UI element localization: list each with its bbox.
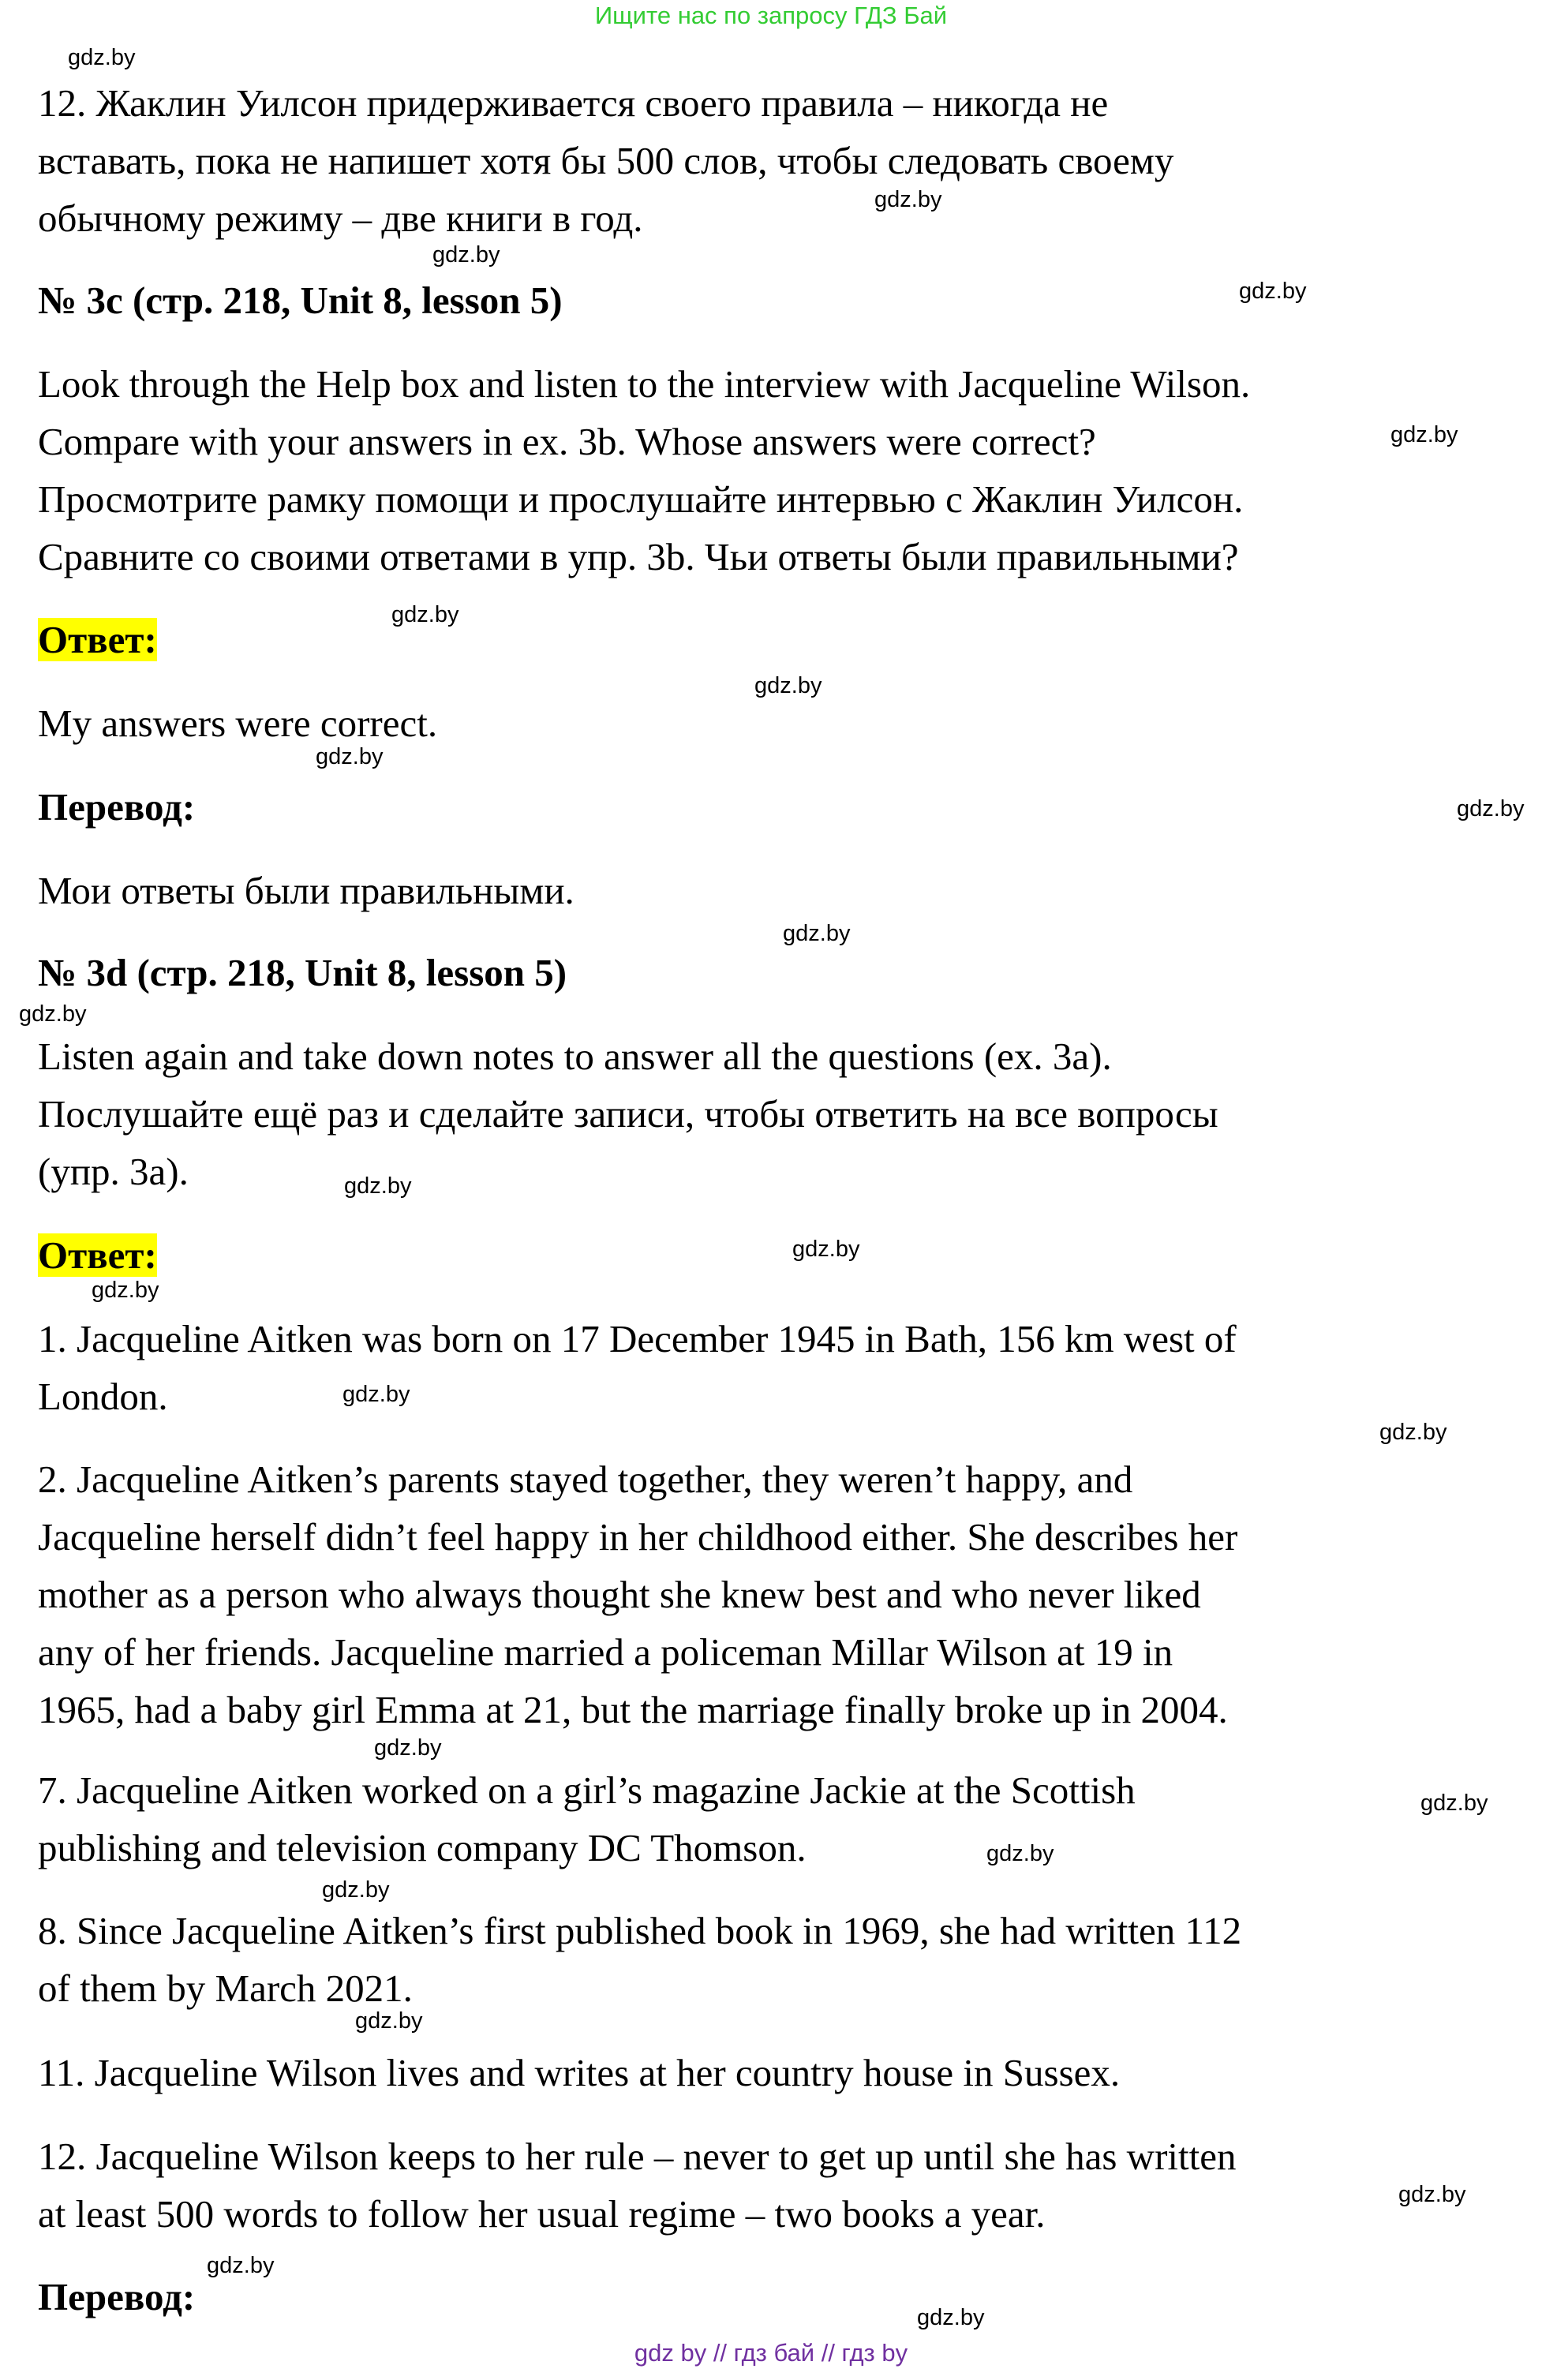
watermark: gdz.by: [1457, 796, 1525, 821]
watermark: gdz.by: [792, 1237, 860, 1262]
watermark: gdz.by: [1390, 422, 1458, 447]
translation-label-3d: Перевод:: [38, 2275, 196, 2318]
answer-item-2: 2. Jacqueline Aitken’s parents stayed together, they weren’t happy, and Jacqueline herself didn’t feel happy in her childhood either. She describes her mother as a person who always thought she knew best and who never liked any of her friends. Jacqueline married a policeman Millar Wilson at 19 in 1965, had a baby girl Emma at 21, but the marriage finally broke up in 2004.: [38, 1458, 1238, 1731]
translation-label-3c: Перевод:: [38, 785, 196, 829]
watermark: gdz.by: [374, 1735, 442, 1761]
exercise-3c-task: Look through the Help box and listen to the interview with Jacqueline Wilson. Compare with your answers in ex. 3b. Whose answers were correct? Просмотрите рамку помощи и прослушайте интервью с Жаклин Уилсон. Сравните со своими ответами в упр. 3b. Чьи ответы были правильными?: [38, 362, 1251, 578]
watermark: gdz.by: [342, 1382, 410, 1407]
watermark: gdz.by: [19, 1001, 87, 1027]
watermark: gdz.by: [316, 744, 384, 769]
watermark: gdz.by: [391, 602, 459, 627]
watermark: gdz.by: [207, 2253, 275, 2278]
watermark: gdz.by: [783, 921, 851, 946]
watermark: gdz.by: [1398, 2182, 1466, 2207]
answer-label-3d: [38, 1226, 1506, 1284]
answer-item-7: 7. Jacqueline Aitken worked on a girl’s magazine Jackie at the Scottish publishing and television company DC Thomson.: [38, 1768, 1136, 1869]
watermark: gdz.by: [986, 1841, 1054, 1866]
exercise-3c-answer: My answers were correct.: [38, 702, 438, 745]
bottom-banner[interactable]: gdz by // гдз бай // гдз by: [634, 2339, 908, 2367]
watermark: gdz.by: [68, 45, 136, 70]
watermark: gdz.by: [1420, 1791, 1488, 1816]
exercise-3d-title: № 3d (стр. 218, Unit 8, lesson 5): [38, 951, 567, 994]
exercise-3c-translation: Мои ответы были правильными.: [38, 869, 575, 912]
exercise-3d-task: Listen again and take down notes to answer all the questions (ex. 3a). Послушайте ещё раз и сделайте записи, чтобы ответить на все вопросы (упр. 3a).: [38, 1035, 1218, 1193]
watermark: gdz.by: [92, 1278, 159, 1303]
watermark: gdz.by: [1239, 279, 1307, 304]
answer-item-8: 8. Since Jacqueline Aitken’s first published book in 1969, she had written 112 of them by March 2021.: [38, 1909, 1242, 2010]
answer-label-text: Ответ:: [38, 1233, 157, 1277]
watermark: gdz.by: [344, 1173, 412, 1199]
watermark: gdz.by: [432, 242, 500, 268]
answer-label-3c: [38, 611, 1506, 668]
answer-label-text: Ответ:: [38, 618, 157, 661]
watermark: gdz.by: [322, 1877, 390, 1903]
exercise-3c-title: № 3c (стр. 218, Unit 8, lesson 5): [38, 279, 563, 322]
watermark: gdz.by: [1379, 1420, 1447, 1445]
russian-item-12: 12. Жаклин Уилсон придерживается своего правила – никогда не вставать, пока не напишет хотя бы 500 слов, чтобы следовать своему обычному режиму – две книги в год.: [38, 81, 1174, 240]
watermark: gdz.by: [874, 187, 942, 212]
watermark: gdz.by: [754, 673, 822, 698]
answer-item-11: 11. Jacqueline Wilson lives and writes at her country house in Sussex.: [38, 2051, 1121, 2094]
answer-item-12: 12. Jacqueline Wilson keeps to her rule – never to get up until she has written at least 500 words to follow her usual regime – two books a year.: [38, 2135, 1237, 2236]
top-banner[interactable]: Ищите нас по запросу ГДЗ Бай: [594, 2, 948, 29]
watermark: gdz.by: [355, 2008, 423, 2034]
answer-item-1: 1. Jacqueline Aitken was born on 17 December 1945 in Bath, 156 km west of London.: [38, 1317, 1237, 1418]
watermark: gdz.by: [917, 2305, 985, 2330]
